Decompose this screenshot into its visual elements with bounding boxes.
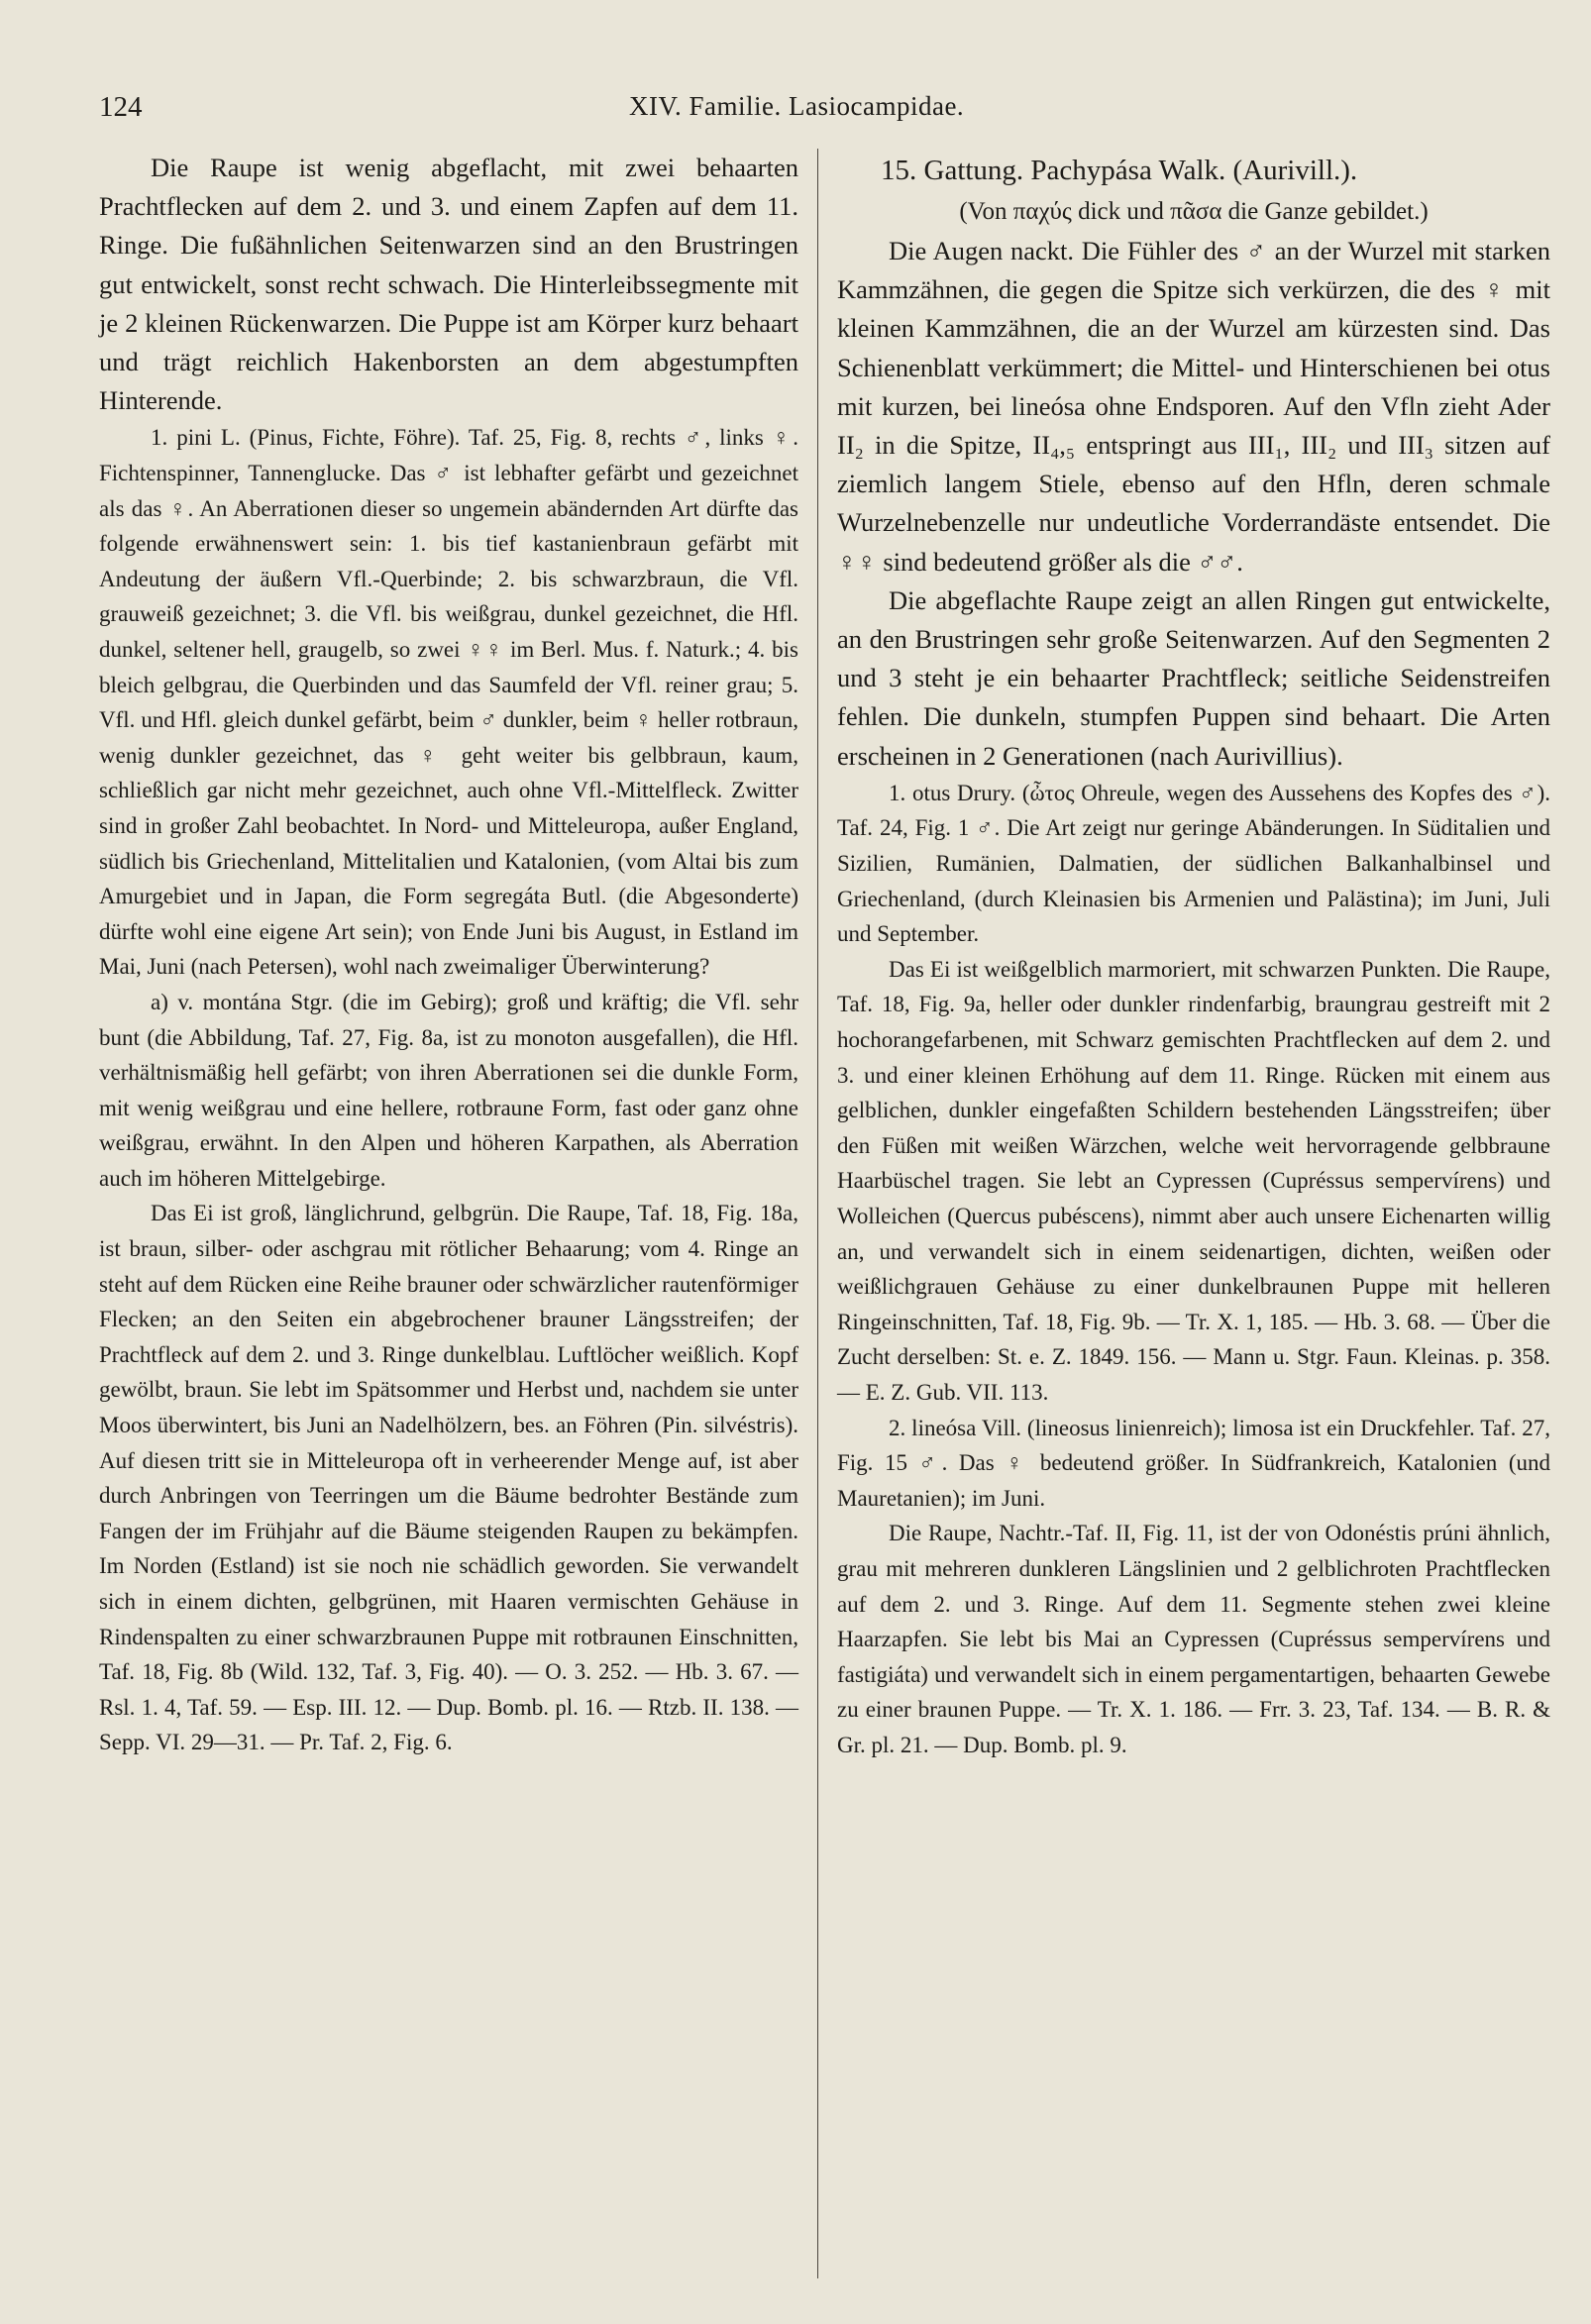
right-paragraph-otus-larva: Das Ei ist weißgelblich marmoriert, mit schwarzen Punkten. Die Raupe, Taf. 18, Fig. 9a, heller oder dunkler rindenfarbig, braungrau gestreift mit 2 hochorangefarbenen, mit Schwarz gemischten Prachtflecken auf dem 2. und 3. und einer kleinen Erhöhung auf dem 11. Ringe. Rücken mit einem aus gelblichen, dunkler eingefaßten Schildern bestehenden Längsstreifen; über den Füßen mit weißen Wärzchen, welche weit hervorragende gelbbraune Haarbüschel tragen. Sie lebt an Cypressen (Cupréssus sempervírens) und Wolleichen (Quercus pubéscens), nimmt aber auch unsere Eichenarten willig an, und verwandelt sich in einem seidenartigen, dichten, weißen oder weißlichgrauen Gehäuse zu einer dunkelbraunen Puppe mit helleren Ringeinschnitten, Taf. 18, Fig. 9b. — Tr. X. 1, 185. — Hb. 3. 68. — Über die Zucht derselben: St. e. Z. 1849. 156. — Mann u. Stgr. Faun. Kleinas. p. 358. — E. Z. Gub. VII. 113. [837,956,1550,1405]
genus-etymology: (Von παχύς dick und πᾶσα die Ganze gebildet.) [959,198,1429,225]
page-number: 124 [99,91,143,123]
running-header [99,91,1506,131]
left-paragraph-montana: a) v. montána Stgr. (die im Gebirg); groß und kräftig; die Vfl. sehr bunt (die Abbildung, Taf. 27, Fig. 8a, ist zu monoton ausgefallen), die Hfl. verhältnismäßig hell gefärbt; von ihren Aberrationen sei die dunkle Form, mit wenig weißgrau und eine hellere, rotbraune Form, fast oder ganz ohne weißgrau, erwähnt. In den Alpen und höheren Karpathen, als Aberration auch im höheren Mittelgebirge. [99,989,798,1191]
right-paragraph-lineosa: 2. lineósa Vill. (lineosus linienreich); limosa ist ein Druckfehler. Taf. 27, Fig. 15 ♂. Das ♀ bedeutend größer. In Südfrankreich, Katalonien (und Mauretanien); im Juni. [837,1415,1550,1511]
genus-heading: 15. Gattung. Pachypása Walk. (Aurivill.). [881,155,1358,186]
left-paragraph-egg-larva: Das Ei ist groß, länglichrund, gelbgrün. Die Raupe, Taf. 18, Fig. 18a, ist braun, silber- oder aschgrau mit rötlicher Behaarung; vom 4. Ringe an steht auf dem Rücken eine Reihe brauner oder schwärzlicher rautenförmiger Flecken; an den Seiten ein abgebrochener brauner Längsstreifen; der Prachtfleck auf dem 2. und 3. Ringe dunkelblau. Luftlöcher weißlich. Kopf gewölbt, braun. Sie lebt im Spätsommer und Herbst und, nachdem sie unter Moos überwintert, bis Juni an Nadelhölzern, bes. an Föhren (Pin. silvéstris). Auf diesen tritt sie in Mitteleuropa oft in verheerender Menge auf, ist aber durch Anbringen von Teerringen um die Bäume bedrohter Bestände zum Fangen der im Frühjahr auf die Bäume steigenden Raupen zu bekämpfen. Im Norden (Estland) ist sie noch nie schädlich geworden. Sie verwandelt sich in einem dichten, gelbgrünen, mit Haaren vermischten Gehäuse in Rindenspalten zu einer schwarzbraunen Puppe mit rotbraunen Einschnitten, Taf. 18, Fig. 8b (Wild. 132, Taf. 3, Fig. 40). — O. 3. 252. — Hb. 3. 67. — Rsl. 1. 4, Taf. 59. — Esp. III. 12. — Dup. Bomb. pl. 16. — Rtzb. II. 138. — Sepp. VI. 29—31. — Pr. Taf. 2, Fig. 6. [99,1201,798,1755]
right-paragraph-1: Die Augen nackt. Die Fühler des ♂ an der Wurzel mit starken Kammzähnen, die gegen die Spitze sich verkürzen, die des ♀ mit kleinen Kammzähnen, die an der Wurzel am kürzesten sind. Das Schienenblatt verkümmert; die Mittel- und Hinterschienen bei otus mit kurzen, bei lineósa ohne Endsporen. Auf den Vfln zieht Ader II₂ in die Spitze, II₄,₅ entspringt aus III₁, III₂ und III₃ sitzen auf ziemlich langem Stiele, ebenso auf den Hfln, deren schmale Wurzelnebenzelle nur undeutliche Vorderrandäste entsendet. Die ♀♀ sind bedeutend größer als die ♂♂. [837,236,1550,577]
column-divider [817,149,818,2278]
running-title: XIV. Familie. Lasiocampidae. [629,91,965,121]
left-paragraph-1: Die Raupe ist wenig abgeflacht, mit zwei behaarten Prachtflecken auf dem 2. und 3. und einem Zapfen auf dem 11. Ringe. Die fußähnlichen Seitenwarzen sind an den Brustringen gut entwickelt, sonst recht schwach. Die Hinterleibssegmente mit je 2 kleinen Rückenwarzen. Die Puppe ist am Körper kurz behaart und trägt reichlich Hakenborsten an dem abgestumpften Hinterende. [99,153,798,416]
right-paragraph-2: Die abgeflachte Raupe zeigt an allen Ringen gut entwickelte, an den Brustringen sehr große Seitenwarzen. Auf den Segmenten 2 und 3 steht je ein behaarter Prachtfleck; seitliche Seidenstreifen fehlen. Die dunkeln, stumpfen Puppen sind behaart. Die Arten erscheinen in 2 Generationen (nach Aurivillius). [837,584,1550,771]
left-paragraph-pini: 1. pini L. (Pinus, Fichte, Föhre). Taf. 25, Fig. 8, rechts ♂, links ♀. Fichtenspinner, Tannenglucke. Das ♂ ist lebhafter gefärbt und gezeichnet als das ♀. An Aberrationen dieser so ungemein abändernden Art dürfte das folgende erwähnenswert sein: 1. bis tief kastanienbraun gefärbt mit Andeutung der äußern Vfl.-Querbinde; 2. bis schwarzbraun, die Vfl. grauweiß gezeichnet; 3. die Vfl. bis weißgrau, dunkel gezeichnet, die Hfl. dunkel, seltener hell, graugelb, so zwei ♀♀ im Berl. Mus. f. Naturk.; 4. bis bleich gelbgrau, die Querbinden und das Saumfeld der Vfl. reiner grau; 5. Vfl. und Hfl. gleich dunkel gefärbt, beim ♂ dunkler, beim ♀ heller rotbraun, wenig dunkler gezeichnet, das ♀ geht weiter bis gelbbraun, kaum, schließlich gar nicht mehr gezeichnet, auch ohne Vfl.-Mittelfleck. Zwitter sind in großer Zahl beobachtet. In Nord- und Mitteleuropa, außer England, südlich bis Griechenland, Mittelitalien und Katalonien, (vom Altai bis zum Amurgebiet und in Japan, die Form segregáta Butl. (die Abgesonderte) dürfte wohl eine eigene Art sein); von Ende Juni bis August, in Estland im Mai, Juni (nach Petersen), wohl nach zweimaliger Überwinterung? [99,425,798,980]
right-column [837,149,1550,1762]
right-paragraph-otus: 1. otus Drury. (ὦτος Ohreule, wegen des Aussehens des Kopfes des ♂). Taf. 24, Fig. 1 ♂. Die Art zeigt nur geringe Abänderungen. In Süditalien und Sizilien, Rumänien, Dalmatien, der südlichen Balkanhalbinsel und Griechenland, (durch Kleinasien bis Armenien und Palästina); im Juni, Juli und September. [837,780,1550,947]
right-paragraph-lineosa-larva: Die Raupe, Nachtr.-Taf. II, Fig. 11, ist der von Odonéstis prúni ähnlich, grau mit mehreren dunkleren Längslinien und 2 gelblichroten Prachtflecken auf dem 2. und 3. Ringe. Auf dem 11. Segmente stehen zwei kleine Haarzapfen. Sie lebt bis Mai an Cypressen (Cupréssus sempervírens und fastigiáta) und verwandelt sich in einem pergamentartigen, behaarten Gewebe zu einer braunen Puppe. — Tr. X. 1. 186. — Frr. 3. 23, Taf. 134. — B. R. & Gr. pl. 21. — Dup. Bomb. pl. 9. [837,1521,1550,1757]
left-column [99,149,798,1760]
